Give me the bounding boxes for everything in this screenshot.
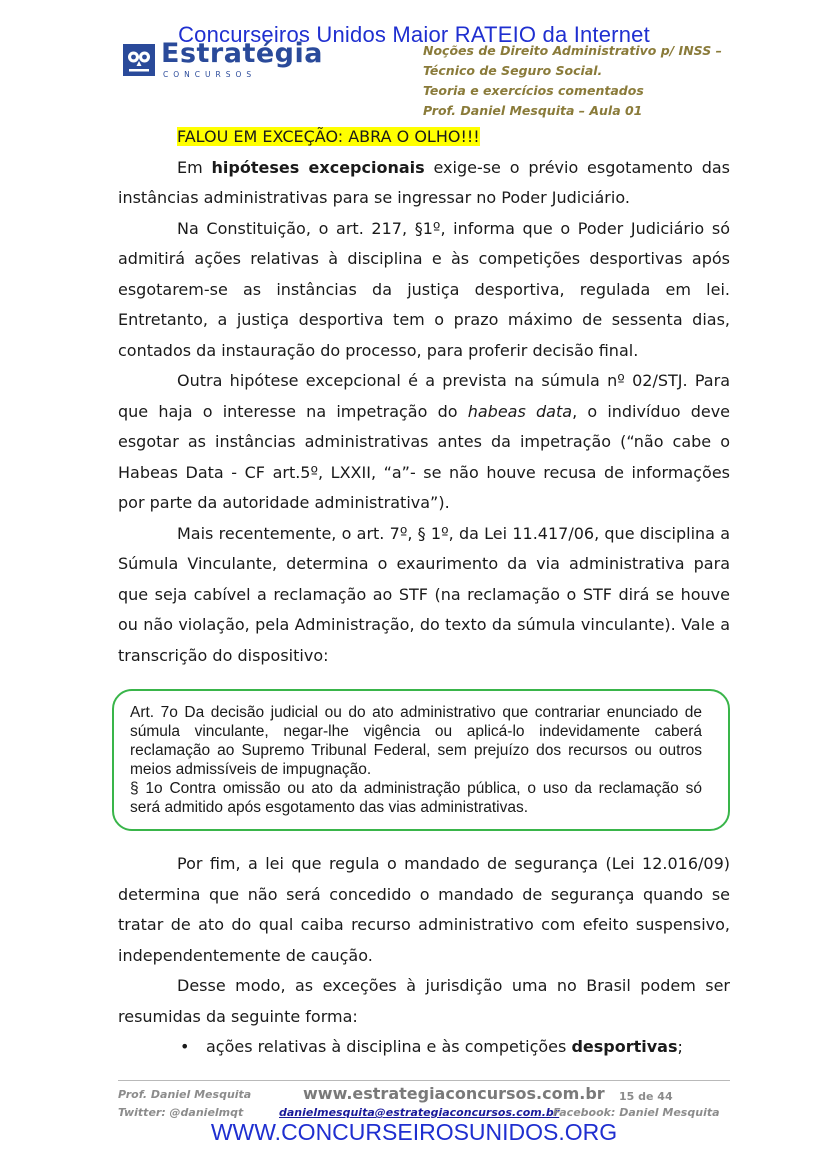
bullet-bold: desportivas xyxy=(571,1037,678,1056)
legal-quote-box xyxy=(112,689,730,831)
footer-twitter: Twitter: @danielmqt xyxy=(118,1106,244,1119)
alert-line xyxy=(177,122,730,153)
p3-text-b: , o indivíduo deve esgotar as instâncias administrativas antes da impetração (“não cabe o Habeas Data - CF art.5º, LXXII, “a”- se não houve recusa de informações por parte da autoridade administrativa”). xyxy=(118,401,731,512)
alert-highlight: FALOU EM EXCEÇÃO: ABRA O OLHO!!! xyxy=(177,127,480,146)
paragraph-2: Na Constituição, o art. 217, §1º, informa que o Poder Judiciário só admitirá ações relativas à disciplina e às competições desportivas após esgotarem-se as instâncias da justiça desportiva, regulada em lei. Entretanto, a justiça desportiva tem o prazo máximo de sessenta dias, contados da instauração do processo, para proferir decisão final. xyxy=(118,218,730,360)
course-line-3: Teoria e exercícios comentados xyxy=(423,83,644,98)
logo-subtitle: CONCURSOS xyxy=(163,70,257,79)
paragraph-1 xyxy=(118,153,730,214)
course-line-1: Noções de Direito Administrativo p/ INSS – xyxy=(423,43,722,58)
paragraph-4: Mais recentemente, o art. 7º, § 1º, da Lei 11.417/06, que disciplina a Súmula Vinculante, determina o exaurimento da via administrativa para que seja cabível a reclamação ao STF (na reclamação o STF dirá se houve ou não violação, pela Administração, do texto da súmula vinculante). Vale a transcrição do dispositivo: xyxy=(118,523,730,665)
footer-facebook: Facebook: Daniel Mesquita xyxy=(553,1106,720,1119)
course-line-4: Prof. Daniel Mesquita – Aula 01 xyxy=(423,103,643,118)
course-header xyxy=(423,41,763,121)
footer-author: Prof. Daniel Mesquita xyxy=(118,1088,252,1101)
paragraph-6: Desse modo, as exceções à jurisdição uma no Brasil podem ser resumidas da seguinte forma: xyxy=(118,976,730,1026)
logo-name: Estratégia xyxy=(161,38,323,69)
watermark-bottom: WWW.CONCURSEIROSUNIDOS.ORG xyxy=(210,1119,618,1145)
bullet-end: ; xyxy=(677,1037,683,1056)
p1-bold: hipóteses excepcionais xyxy=(211,157,425,177)
watermark-top: Concurseiros Unidos Maior RATEIO da Internet xyxy=(178,22,650,47)
p1-text-b: exige-se o prévio esgotamento das instâncias administrativas para se ingressar no Poder Judiciário. xyxy=(118,157,731,207)
footer-divider xyxy=(118,1080,730,1081)
course-line-2: Técnico de Seguro Social. xyxy=(423,63,603,78)
list-item xyxy=(180,1032,730,1063)
page-number: 15 de 44 xyxy=(619,1090,673,1103)
page-content xyxy=(118,122,730,1063)
p3-italic: habeas data xyxy=(467,401,573,421)
owl-logo-icon xyxy=(123,44,155,76)
p1-text-a: Em xyxy=(177,157,212,177)
quote-article: Art. 7o Da decisão judicial ou do ato administrativo que contrariar enunciado de súmula vinculante, negar-lhe vigência ou aplicá-lo indevidamente caberá reclamação ao Supremo Tribunal Federal, sem prejuízo dos recursos ou outros meios admissíveis de impugnação. xyxy=(130,704,702,778)
bullet-dot: • xyxy=(180,1037,190,1056)
bullet-text: ações relativas à disciplina e às competições xyxy=(206,1037,572,1056)
paragraph-3 xyxy=(118,366,730,519)
footer-email-link[interactable]: danielmesquita@estrategiaconcursos.com.br xyxy=(279,1106,560,1119)
footer-site-link[interactable]: www.estrategiaconcursos.com.br xyxy=(303,1084,605,1103)
quote-paragraph: § 1o Contra omissão ou ato da administração pública, o uso da reclamação só será admitido após esgotamento das vias administrativas. xyxy=(130,780,702,816)
p3-text-a: Outra hipótese excepcional é a prevista na súmula nº 02/STJ. Para que haja o interesse na impetração do xyxy=(118,371,730,421)
estrategia-logo xyxy=(123,38,323,82)
exceptions-list xyxy=(118,1032,730,1063)
paragraph-5: Por fim, a lei que regula o mandado de segurança (Lei 12.016/09) determina que não será concedido o mandado de segurança quando se tratar de ato do qual caiba recurso administrativo com efeito suspensivo, independentemente de caução. xyxy=(118,854,730,965)
